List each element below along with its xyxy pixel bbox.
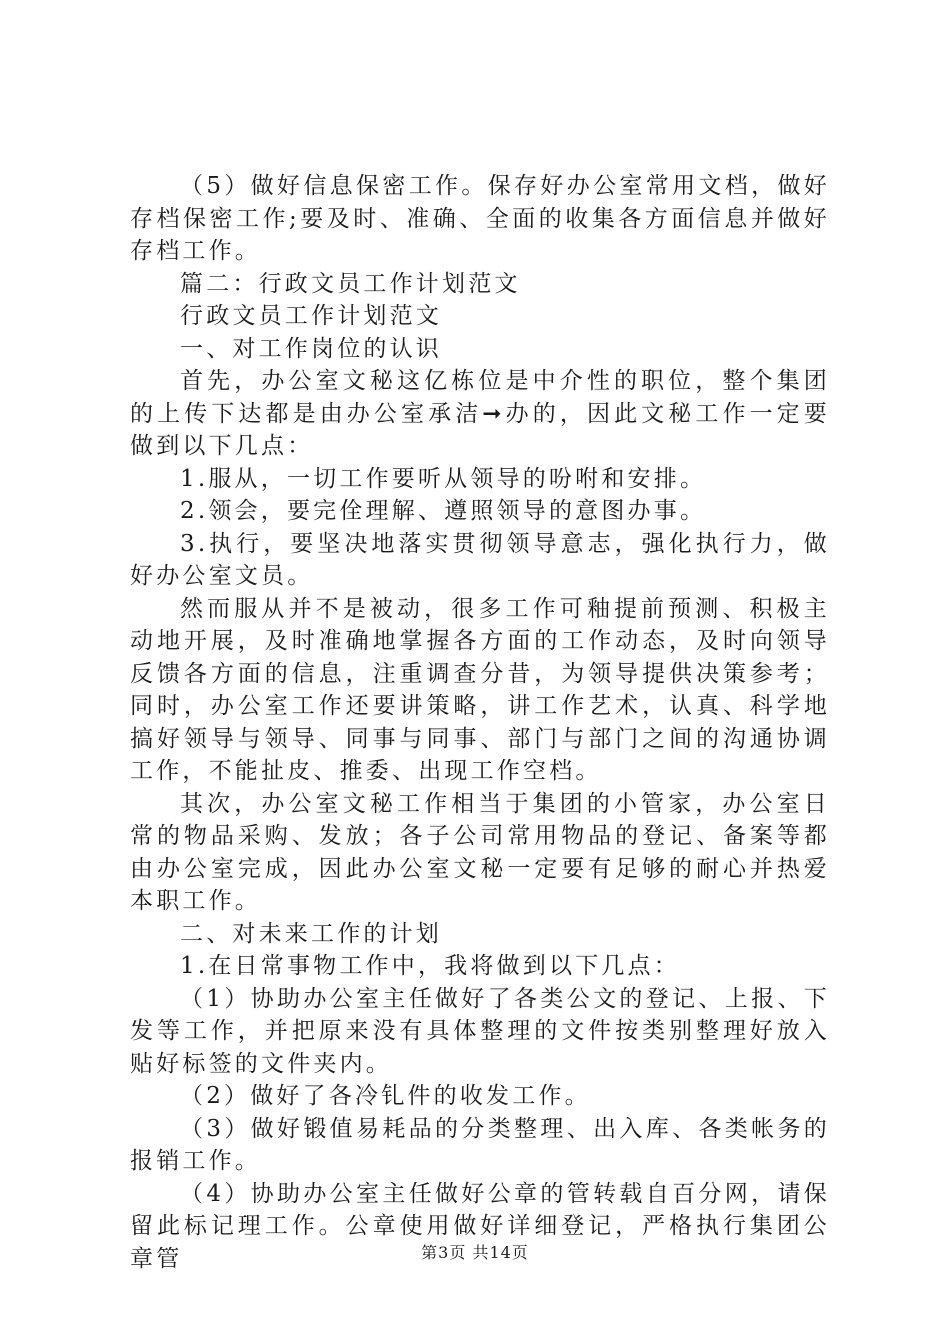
- paragraph-second-point: 其次，办公室文秘工作相当于集团的小管家，办公室日常的物品采购、发放；各子公司常用物品的登记、备案等都由办公室完成，因此办公室文秘一定要有足够的耐心并热爱本职工作。: [130, 790, 830, 914]
- sub-item-mail: （2）做好了各冷钆件的收发工作。: [180, 1083, 591, 1109]
- sub-item-consumables: （3）做好锻值易耗品的分类整理、出入库、各类帐务的报销工作。: [130, 1115, 830, 1174]
- section-heading-future-plan: 二、对未来工作的计划: [180, 920, 442, 947]
- paragraph-proactive-work: 然而服从并不是被动，很多工作可釉提前预测、积极主动地开展，及时准确地掌握各方面的工作动态，及时向领导反馈各方面的信息，注重调查分昔，为领导提供决策参考；同时，办公室工作还要讲策略，讲工作艺术，认真、科学地搞好领导与领导、同事与同事、部门与部门之间的沟通协调工作，不能扯皮、推委、出现工作空档。: [130, 595, 830, 784]
- sub-item-seals: （4）协助办公室主任做好公章的管转载自百分网，请保留此标记理工作。公章使用做好详细登记，严格执行集团公章管: [130, 1180, 830, 1272]
- section-heading-job-understanding: 一、对工作岗位的认识: [180, 335, 442, 362]
- paragraph-first-point: 首先，办公室文秘这亿栋位是中介性的职位，整个集团的上传下达都是由办公室承洁➞办的，因此文秘工作一定要做到以下几点：: [130, 368, 830, 459]
- paragraph-article-title: 行政文员工作计划范文: [180, 303, 442, 329]
- list-item-obey: 1.服从，一切工作要听从领导的吩咐和安排。: [180, 465, 707, 492]
- page-footer: 第3页 共14页: [421, 1243, 529, 1262]
- list-item-daily-affairs: 1.在日常事物工作中，我将做到以下几点：: [180, 953, 680, 979]
- paragraph-article-two-heading: 篇二：行政文员工作计划范文: [180, 270, 521, 297]
- list-item-comprehend: 2.领会，要完佺理解、遵照领导的意图办事。: [180, 498, 707, 524]
- paragraph-secrecy-work: （5）做好信息保密工作。保存好办公室常用文档，做好存档保密工作;要及时、准确、全面的收集各方面信息并做好存档工作。: [130, 173, 830, 264]
- list-item-execute: 3.执行，要坚决地落实贯彻领导意志，强化执行力，做好办公室文员。: [130, 530, 830, 589]
- sub-item-documents: （1）协助办公室主任做好了各类公文的登记、上报、下发等工作，并把原来没有具体整理的文件按类别整理好放入贴好标签的文件夹内。: [130, 985, 830, 1077]
- document-body: [130, 170, 830, 1275]
